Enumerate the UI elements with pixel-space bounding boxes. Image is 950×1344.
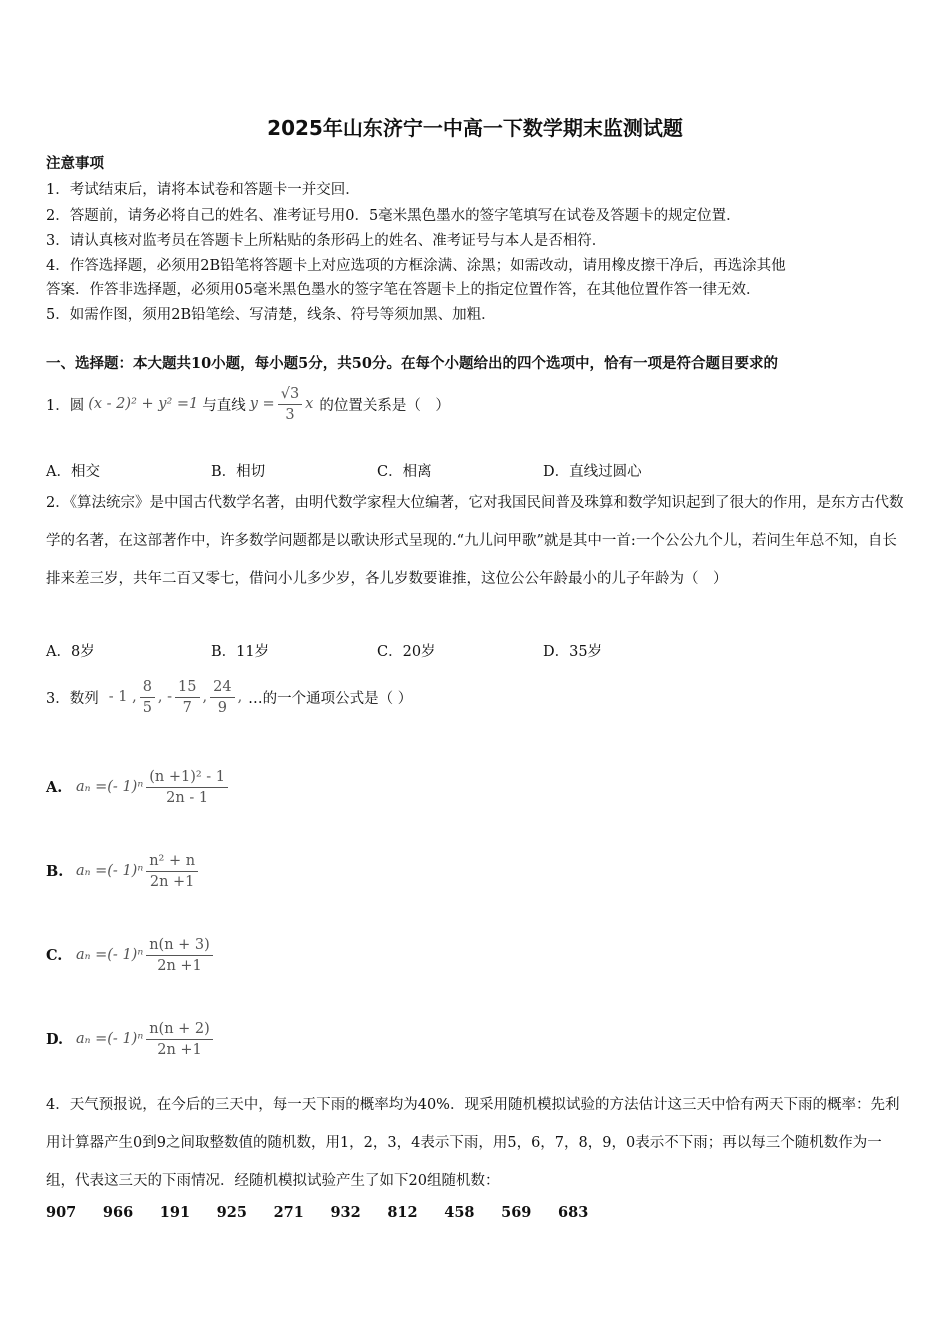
option-lhs: aₙ =(- 1)ⁿ — [76, 947, 144, 963]
option-lhs: aₙ =(- 1)ⁿ — [76, 779, 144, 795]
q1-tail: 的位置关系是（ ） — [319, 397, 450, 414]
notice-heading: 注意事项 — [46, 155, 104, 172]
q3-tail: …的一个通项公式是（ ） — [248, 690, 413, 707]
notice-item: 2．答题前，请务必将自己的姓名、准考证号用0．5毫米黑色墨水的签字笔填写在试卷及答题卡的规定位置． — [46, 208, 741, 224]
option-label: B. — [46, 862, 64, 880]
random-number: 271 — [273, 1204, 304, 1221]
notice-item: 答案．作答非选择题，必须用05毫米黑色墨水的签字笔在答题卡上的指定位置作答，在其他位置作答一律无效． — [46, 282, 761, 298]
option-label: A. — [46, 778, 63, 796]
q2-option-b: B．11岁 — [211, 644, 270, 660]
q3-option-c — [46, 928, 908, 982]
notice-item: 3．请认真核对监考员在答题卡上所粘贴的条形码上的姓名、准考证号与本人是否相符． — [46, 233, 607, 249]
option-denominator: 2n +1 — [157, 1041, 202, 1058]
q1-line-fraction — [278, 384, 302, 425]
question-4: 4．天气预报说，在今后的三天中，每一天下雨的概率均为40%．现采用随机模拟试验的方法估计这三天中恰有两天下雨的概率：先利用计算器产生0到9之间取整数值的随机数，用1，2，3，4表示下雨，用5，6，7，8，9，0表示不下雨；再以每三个随机数作为一组，代表这三天的下雨情况．经随机模拟试验产生了如下20组随机数： — [46, 1097, 900, 1189]
section-heading: 一、选择题：本大题共10小题，每小题5分，共50分。在每个小题给出的四个选项中，恰有一项是符合题目要求的 — [46, 355, 778, 372]
option-lhs: aₙ =(- 1)ⁿ — [76, 1031, 144, 1047]
q3-option-b — [46, 844, 908, 898]
option-fraction — [146, 935, 213, 976]
q3-seq-frac — [210, 677, 234, 718]
option-lhs: aₙ =(- 1)ⁿ — [76, 863, 144, 879]
q3-seq-denominator: 5 — [142, 699, 152, 716]
q1-option-a: A．相交 — [46, 464, 100, 480]
q2-option-d: D．35岁 — [543, 644, 603, 660]
random-number: 569 — [501, 1204, 532, 1221]
q3-seq-sep: , — [237, 689, 243, 705]
q1-mid-text: 与直线 — [202, 397, 246, 414]
option-denominator: 2n - 1 — [166, 789, 209, 806]
q1-line-x: x — [305, 396, 314, 412]
option-numerator: n(n + 3) — [146, 935, 213, 956]
notice-item: 1．考试结束后，请将本试卷和答题卡一并交回． — [46, 182, 360, 198]
q1-line-numerator: √3 — [278, 384, 302, 405]
random-number: 966 — [102, 1204, 134, 1221]
q1-circle-equation: (x - 2)² + y² =1 — [88, 396, 199, 412]
random-number: 191 — [159, 1204, 191, 1221]
question-1 — [46, 382, 908, 426]
option-numerator: n² + n — [146, 851, 198, 872]
option-fraction — [146, 767, 228, 808]
page-title: 2025年山东济宁一中高一下数学期末监测试题 — [267, 116, 683, 140]
question-3 — [46, 672, 908, 722]
q1-line-denominator: 3 — [285, 406, 295, 423]
q1-number: 1．圆 — [46, 397, 85, 414]
random-number: 925 — [216, 1204, 247, 1221]
q3-seq-sep: , - — [157, 689, 173, 705]
option-numerator: n(n + 2) — [146, 1019, 213, 1040]
random-number: 683 — [558, 1204, 589, 1221]
option-denominator: 2n +1 — [149, 873, 195, 890]
q3-seq-frac — [175, 677, 199, 718]
notice-item: 4．作答选择题，必须用2B铅笔将答题卡上对应选项的方框涂满、涂黑；如需改动，请用橡皮擦干净后，再选涂其他 — [46, 258, 786, 274]
notice-item: 5．如需作图，须用2B铅笔绘、写清楚，线条、符号等须加黑、加粗． — [46, 307, 496, 323]
question-2: 2．《算法统宗》是中国古代数学名著，由明代数学家程大位编著，它对我国民间普及珠算和数学知识起到了很大的作用，是东方古代数学的名著，在这部著作中，许多数学问题都是以歌诀形式呈现的.“九儿问甲歌”就是其中一首:一个公公九个儿，若问生年总不知，自长排来差三岁，共年二百又零七，借问小儿多少岁，各儿岁数要谁推，这位公公年龄最小的儿子年龄为（ ） — [46, 495, 904, 587]
q1-option-c: C．相离 — [377, 464, 432, 480]
random-number-list — [46, 1204, 908, 1221]
q3-seq-numerator: 24 — [210, 677, 234, 698]
q3-seq-denominator: 7 — [182, 699, 192, 716]
q2-option-a: A．8岁 — [46, 644, 95, 660]
q3-seq-denominator: 9 — [217, 699, 227, 716]
q1-option-d: D．直线过圆心 — [543, 464, 642, 480]
q3-seq-frac — [140, 677, 155, 718]
option-fraction — [146, 1019, 213, 1060]
q3-seq-sep: , — [202, 689, 208, 705]
option-label: C. — [46, 946, 63, 964]
random-number: 932 — [330, 1204, 361, 1221]
option-denominator: 2n +1 — [157, 957, 202, 974]
q3-seq-first: - 1 , — [108, 689, 137, 705]
q3-lead: 3．数列 — [46, 690, 99, 707]
q3-option-d — [46, 1012, 908, 1066]
random-number: 907 — [46, 1204, 77, 1221]
random-number: 812 — [387, 1204, 418, 1221]
random-number: 458 — [444, 1204, 475, 1221]
option-numerator: (n +1)² - 1 — [146, 767, 228, 788]
q2-option-c: C．20岁 — [377, 644, 436, 660]
q1-line-lhs: y = — [249, 396, 275, 412]
option-label: D. — [46, 1030, 64, 1048]
q3-seq-numerator: 8 — [140, 677, 155, 698]
q1-option-b: B．相切 — [211, 464, 266, 480]
option-fraction — [146, 851, 198, 892]
q3-seq-numerator: 15 — [175, 677, 199, 698]
q3-option-a — [46, 760, 908, 814]
